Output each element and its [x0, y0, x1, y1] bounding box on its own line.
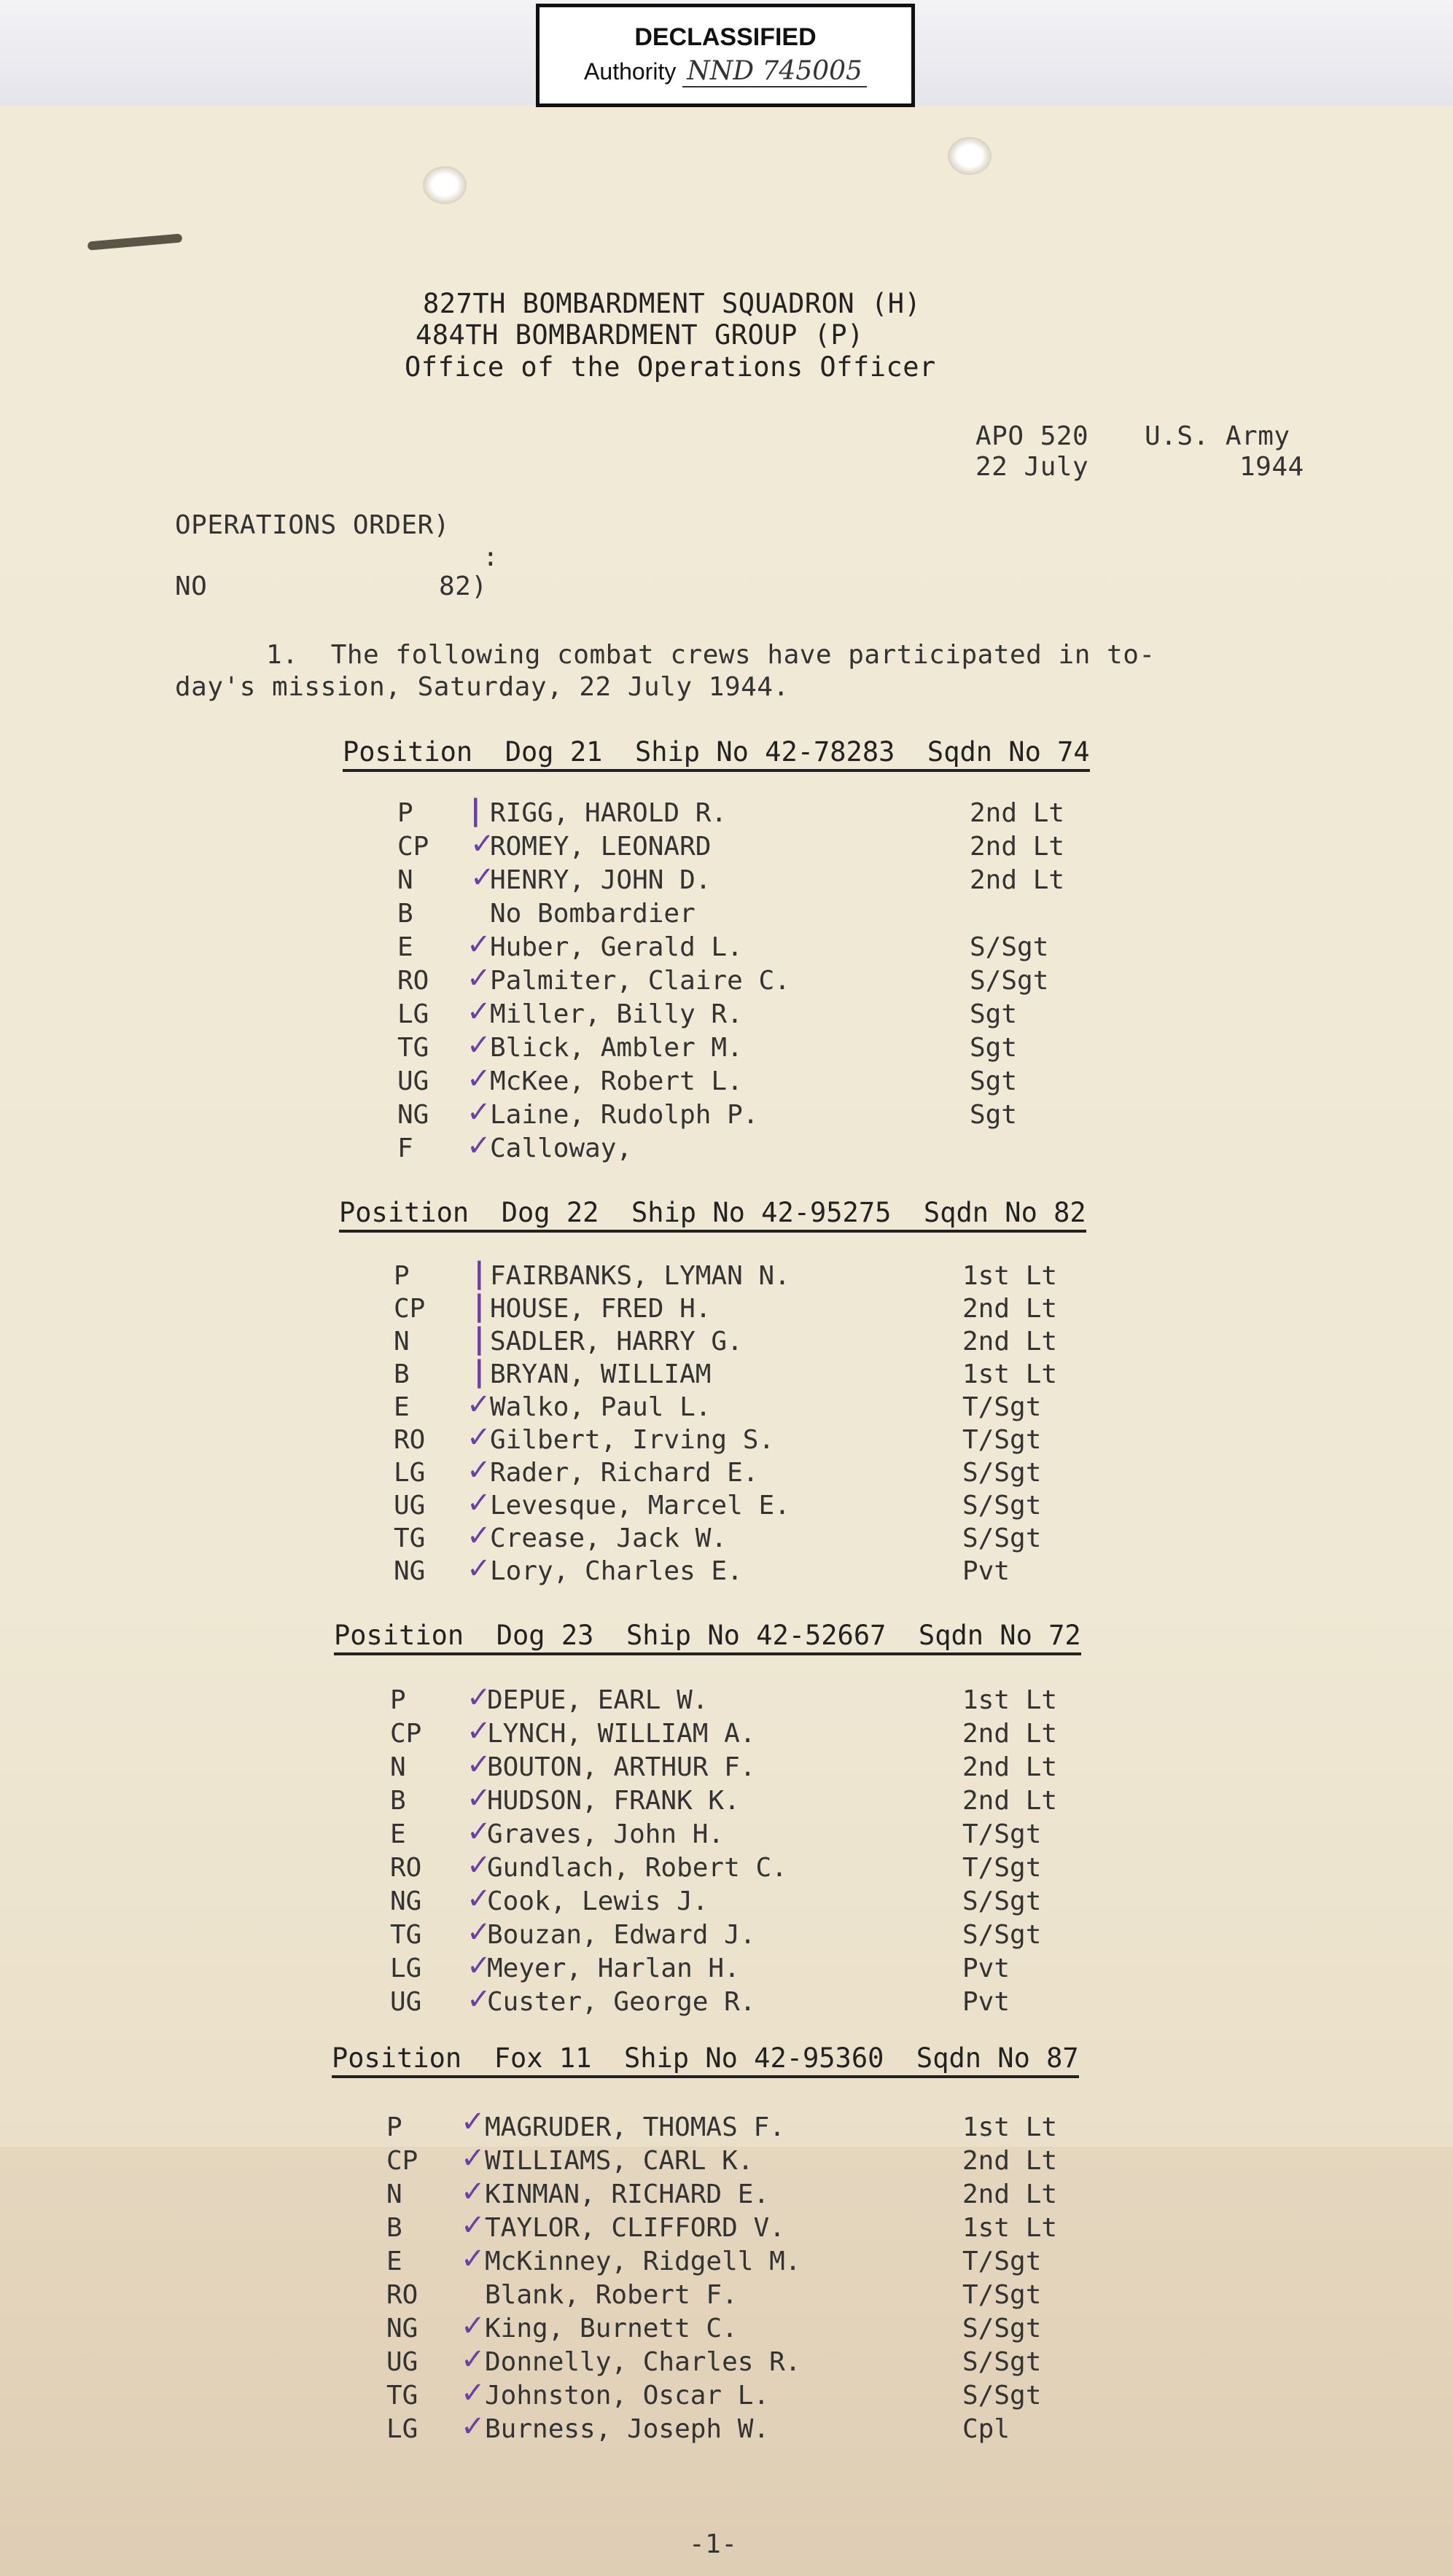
- crew-rank: Sgt: [970, 999, 1018, 1029]
- section-heading: Position Dog 22 Ship No 42-95275 Sqdn No 82: [339, 1197, 1086, 1233]
- check-mark-icon: ✓: [467, 995, 491, 1029]
- check-mark-icon: ✓: [467, 1029, 491, 1062]
- crew-rank: T/Sgt: [962, 1853, 1042, 1883]
- crew-position: P: [397, 798, 413, 828]
- crew-name: Rader, Richard E.: [490, 1458, 759, 1488]
- crew-position: E: [390, 1819, 406, 1849]
- crew-rank: S/Sgt: [962, 1920, 1042, 1950]
- header-line-1: 827TH BOMBARDMENT SQUADRON (H): [423, 288, 922, 319]
- header-line-2: 484TH BOMBARDMENT GROUP (P): [416, 319, 864, 351]
- crew-rank: 2nd Lt: [962, 1294, 1058, 1324]
- check-mark-icon: ✓: [461, 2376, 486, 2410]
- section-heading: Position Dog 21 Ship No 42-78283 Sqdn No 74: [343, 736, 1090, 772]
- apo-number: APO 520: [975, 421, 1089, 451]
- crew-position: TG: [386, 2381, 418, 2411]
- crew-position: CP: [394, 1294, 426, 1324]
- crew-rank: 1st Lt: [962, 1685, 1058, 1715]
- crew-position: E: [386, 2247, 402, 2276]
- check-mark-icon: ✓: [467, 1748, 491, 1781]
- check-mark-icon: ✓: [461, 2209, 486, 2242]
- crew-rank: 2nd Lt: [962, 1752, 1058, 1782]
- check-mark-icon: ✓: [467, 1815, 491, 1849]
- crew-name: Cook, Lewis J.: [487, 1886, 709, 1916]
- crew-name: Calloway,: [490, 1133, 633, 1163]
- crew-rank: S/Sgt: [970, 932, 1049, 962]
- check-mark-icon: ✓: [467, 1882, 491, 1916]
- crew-name: KINMAN, RICHARD E.: [485, 2179, 770, 2209]
- order-year: 1944: [1239, 452, 1304, 482]
- check-mark-icon: ✓: [461, 2105, 486, 2139]
- operations-order-label: OPERATIONS ORDER): [175, 510, 450, 540]
- crew-rank: S/Sgt: [962, 1886, 1042, 1916]
- crew-name: ROMEY, LEONARD: [490, 832, 712, 862]
- crew-name: McKee, Robert L.: [490, 1066, 743, 1096]
- crew-name: Custer, George R.: [487, 1987, 756, 2017]
- crew-position: E: [394, 1392, 410, 1422]
- check-mark-icon: ✓: [467, 1519, 491, 1553]
- crew-name: HOUSE, FRED H.: [490, 1294, 712, 1324]
- crew-rank: 2nd Lt: [962, 1786, 1058, 1816]
- crew-name: McKinney, Ridgell M.: [485, 2247, 801, 2276]
- crew-rank: 2nd Lt: [970, 798, 1065, 828]
- header-line-3: Office of the Operations Officer: [405, 351, 936, 383]
- crew-rank: T/Sgt: [962, 2280, 1042, 2310]
- crew-position: P: [386, 2112, 402, 2142]
- crew-position: LG: [394, 1458, 426, 1488]
- check-mark-icon: ✓: [467, 1681, 491, 1714]
- crew-position: B: [386, 2213, 402, 2243]
- stamp-authority-label: Authority: [584, 58, 677, 85]
- check-mark-icon: ✓: [467, 1388, 491, 1421]
- check-mark-icon: ✓: [467, 1062, 491, 1096]
- crew-rank: S/Sgt: [970, 966, 1049, 996]
- crew-position: UG: [397, 1066, 429, 1096]
- crew-rank: Pvt: [962, 1987, 1010, 2017]
- intro-line-2: day's mission, Saturday, 22 July 1944.: [175, 672, 790, 702]
- check-mark-icon: ✓: [467, 1714, 491, 1748]
- crew-name: Walko, Paul L.: [490, 1392, 712, 1422]
- crew-name: Levesque, Marcel E.: [490, 1491, 790, 1521]
- crew-name: Blick, Ambler M.: [490, 1033, 743, 1063]
- crew-name: FAIRBANKS, LYMAN N.: [490, 1261, 790, 1291]
- crew-name: MAGRUDER, THOMAS F.: [485, 2112, 785, 2142]
- crew-position: CP: [397, 832, 429, 862]
- stamp-authority: [539, 56, 911, 86]
- check-mark-icon: ✓: [461, 2175, 486, 2209]
- crew-position: F: [397, 1133, 413, 1163]
- crew-position: LG: [386, 2414, 418, 2444]
- crew-position: CP: [386, 2146, 418, 2176]
- crew-name: No Bombardier: [490, 899, 696, 929]
- crew-rank: 1st Lt: [962, 1261, 1058, 1291]
- crew-position: N: [386, 2179, 402, 2209]
- order-colon: :: [483, 542, 499, 572]
- order-date: 22 July: [975, 452, 1089, 482]
- crew-name: WILLIAMS, CARL K.: [485, 2146, 754, 2176]
- crew-name: Lory, Charles E.: [490, 1556, 743, 1586]
- crew-name: Gundlach, Robert C.: [487, 1853, 787, 1883]
- check-mark-icon: ✓: [467, 928, 491, 961]
- crew-rank: 2nd Lt: [962, 1327, 1058, 1357]
- crew-position: N: [394, 1327, 410, 1357]
- crew-name: TAYLOR, CLIFFORD V.: [485, 2213, 785, 2243]
- crew-rank: Pvt: [962, 1556, 1010, 1586]
- crew-rank: T/Sgt: [962, 1425, 1042, 1455]
- crew-name: HUDSON, FRANK K.: [487, 1786, 740, 1816]
- crew-position: RO: [394, 1425, 426, 1455]
- check-mark-icon: ✓: [461, 2309, 486, 2343]
- army-label: U.S. Army: [1145, 421, 1290, 451]
- intro-line-1: 1. The following combat crews have participated in to-: [266, 640, 1156, 670]
- order-no-label: NO: [175, 571, 208, 601]
- check-mark-icon: |: [474, 1289, 485, 1323]
- check-mark-icon: |: [474, 1355, 485, 1389]
- check-mark-icon: |: [474, 1257, 485, 1290]
- crew-rank: Sgt: [970, 1066, 1018, 1096]
- crew-rank: 2nd Lt: [970, 865, 1065, 895]
- crew-name: BOUTON, ARTHUR F.: [487, 1752, 756, 1782]
- crew-name: SADLER, HARRY G.: [490, 1327, 743, 1357]
- check-mark-icon: ✓: [467, 1983, 491, 2016]
- crew-position: TG: [394, 1523, 426, 1553]
- crew-name: Gilbert, Irving S.: [490, 1425, 775, 1455]
- crew-name: Palmiter, Claire C.: [490, 966, 790, 996]
- stamp-title: DECLASSIFIED: [634, 23, 817, 51]
- check-mark-icon: ✓: [467, 1486, 491, 1520]
- crew-name: Huber, Gerald L.: [490, 932, 743, 962]
- crew-position: P: [394, 1261, 410, 1291]
- punch-hole-right: [948, 137, 992, 175]
- crew-rank: 2nd Lt: [970, 832, 1065, 862]
- crew-position: N: [390, 1752, 406, 1782]
- crew-rank: S/Sgt: [962, 2381, 1042, 2411]
- check-mark-icon: ✓: [467, 1421, 491, 1454]
- section-heading: Position Fox 11 Ship No 42-95360 Sqdn No 87: [332, 2042, 1079, 2078]
- crew-name: Graves, John H.: [487, 1819, 725, 1849]
- crew-rank: T/Sgt: [962, 1819, 1042, 1849]
- check-mark-icon: ✓: [461, 2242, 486, 2276]
- stamp-authority-value: NND 745005: [682, 56, 867, 87]
- crew-position: RO: [390, 1853, 422, 1883]
- check-mark-icon: ✓: [461, 2142, 486, 2175]
- crew-rank: S/Sgt: [962, 1491, 1042, 1521]
- crew-name: LYNCH, WILLIAM A.: [487, 1719, 756, 1749]
- crew-rank: S/Sgt: [962, 2347, 1042, 2377]
- crew-rank: T/Sgt: [962, 1392, 1042, 1422]
- crew-name: Blank, Robert F.: [485, 2280, 738, 2310]
- crew-name: RIGG, HAROLD R.: [490, 798, 728, 828]
- crew-position: NG: [386, 2314, 418, 2343]
- crew-position: UG: [390, 1987, 422, 2017]
- crew-position: RO: [397, 966, 429, 996]
- crew-rank: 2nd Lt: [962, 2179, 1058, 2209]
- check-mark-icon: ✓: [467, 1849, 491, 1882]
- section-heading: Position Dog 23 Ship No 42-52667 Sqdn No 72: [334, 1620, 1081, 1655]
- crew-position: P: [390, 1685, 406, 1715]
- crew-name: HENRY, JOHN D.: [490, 865, 712, 895]
- crew-name: Johnston, Oscar L.: [485, 2381, 770, 2411]
- crew-name: Laine, Rudolph P.: [490, 1100, 759, 1130]
- crew-rank: 1st Lt: [962, 1359, 1058, 1389]
- crew-rank: 1st Lt: [962, 2112, 1058, 2142]
- crew-name: Bouzan, Edward J.: [487, 1920, 756, 1950]
- crew-name: Meyer, Harlan H.: [487, 1954, 740, 1983]
- check-mark-icon: ✓: [467, 1781, 491, 1815]
- crew-name: Donnelly, Charles R.: [485, 2347, 801, 2377]
- crew-position: B: [397, 899, 413, 929]
- check-mark-icon: ✓: [467, 1096, 491, 1129]
- crew-rank: Cpl: [962, 2414, 1010, 2444]
- crew-name: Miller, Billy R.: [490, 999, 743, 1029]
- crew-position: TG: [390, 1920, 422, 1950]
- declassified-stamp: [536, 4, 915, 107]
- page-number: -1-: [689, 2529, 738, 2559]
- check-mark-icon: ✓: [470, 861, 495, 894]
- crew-name: Burness, Joseph W.: [485, 2414, 770, 2444]
- crew-position: E: [397, 932, 413, 962]
- crew-rank: Sgt: [970, 1100, 1018, 1130]
- crew-name: King, Burnett C.: [485, 2314, 738, 2343]
- crew-position: CP: [390, 1719, 422, 1749]
- crew-rank: S/Sgt: [962, 1523, 1042, 1553]
- punch-hole-left: [423, 166, 467, 204]
- crew-rank: Sgt: [970, 1033, 1018, 1063]
- check-mark-icon: |: [474, 1322, 485, 1356]
- check-mark-icon: ✓: [461, 2343, 486, 2376]
- crew-rank: Pvt: [962, 1954, 1010, 1983]
- crew-name: Crease, Jack W.: [490, 1523, 728, 1553]
- crew-rank: S/Sgt: [962, 1458, 1042, 1488]
- crew-rank: 2nd Lt: [962, 2146, 1058, 2176]
- check-mark-icon: ✓: [461, 2410, 486, 2443]
- crew-name: DEPUE, EARL W.: [487, 1685, 709, 1715]
- crew-rank: T/Sgt: [962, 2247, 1042, 2276]
- crew-position: B: [390, 1786, 406, 1816]
- check-mark-icon: ✓: [467, 961, 491, 995]
- check-mark-icon: ✓: [467, 1453, 491, 1487]
- crew-position: TG: [397, 1033, 429, 1063]
- check-mark-icon: |: [470, 794, 481, 827]
- crew-name: BRYAN, WILLIAM: [490, 1359, 712, 1389]
- crew-position: NG: [390, 1886, 422, 1916]
- crew-position: RO: [386, 2280, 418, 2310]
- order-no-value: 82): [439, 571, 488, 601]
- crew-position: B: [394, 1359, 410, 1389]
- crew-position: N: [397, 865, 413, 895]
- check-mark-icon: ✓: [467, 1552, 491, 1585]
- crew-position: LG: [397, 999, 429, 1029]
- crew-rank: 2nd Lt: [962, 1719, 1058, 1749]
- crew-position: UG: [386, 2347, 418, 2377]
- check-mark-icon: ✓: [467, 1129, 491, 1163]
- crew-rank: 1st Lt: [962, 2213, 1058, 2243]
- crew-rank: S/Sgt: [962, 2314, 1042, 2343]
- check-mark-icon: ✓: [467, 1916, 491, 1949]
- crew-position: NG: [394, 1556, 426, 1586]
- check-mark-icon: ✓: [467, 1949, 491, 1983]
- crew-position: NG: [397, 1100, 429, 1130]
- check-mark-icon: ✓: [470, 827, 495, 861]
- crew-position: LG: [390, 1954, 422, 1983]
- crew-position: UG: [394, 1491, 426, 1521]
